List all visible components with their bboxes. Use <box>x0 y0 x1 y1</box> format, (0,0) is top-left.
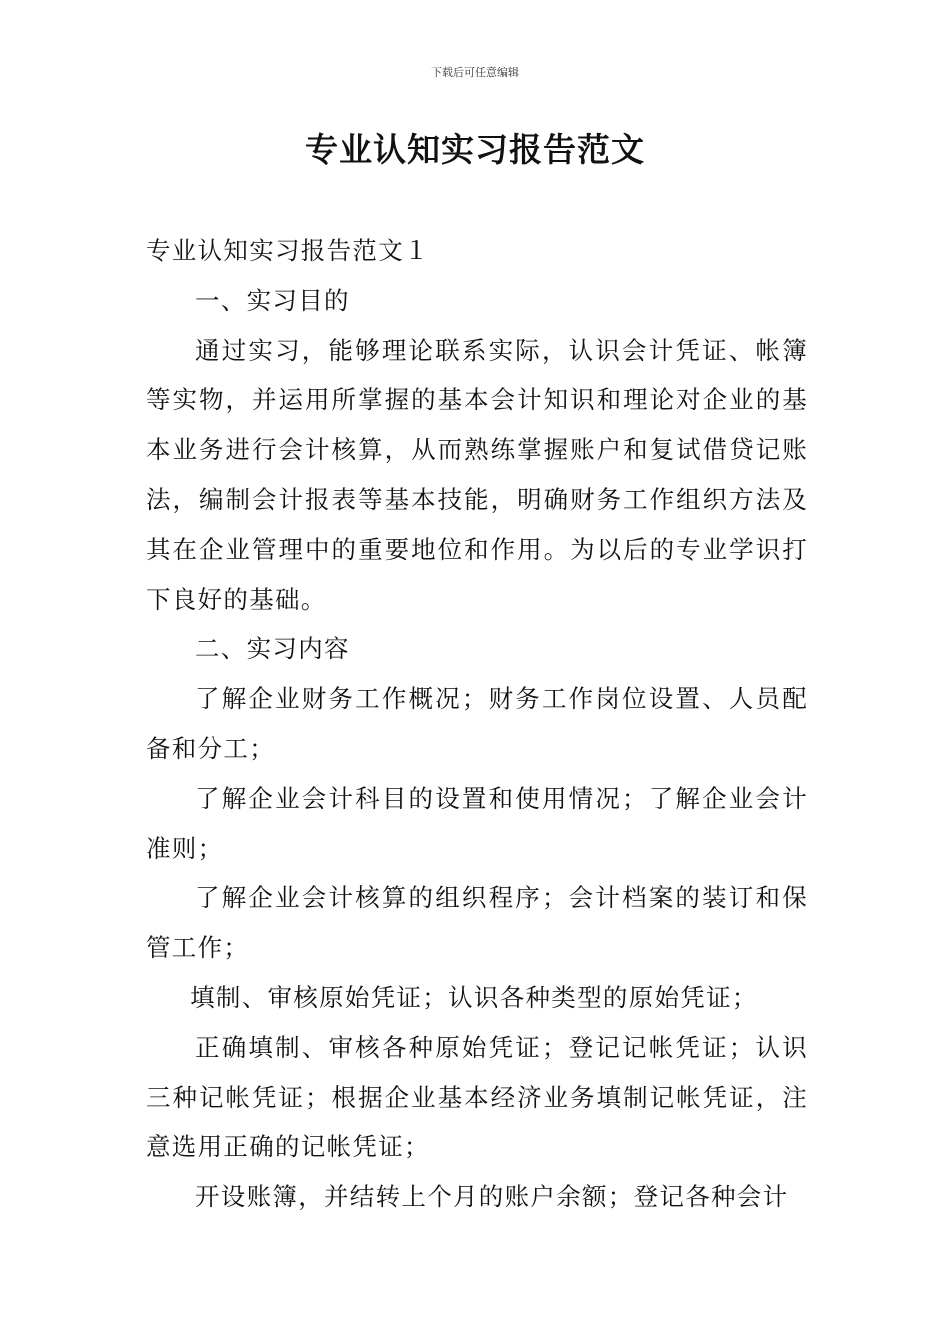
page-header-note: 下载后可任意编辑 <box>431 66 519 79</box>
paragraph-content-item: 了解企业财务工作概况；财务工作岗位设置、人员配备和分工； <box>146 684 808 763</box>
section-heading-report-1: 专业认知实习报告范文１ <box>146 236 430 265</box>
paragraph-content-item: 了解企业会计核算的组织程序；会计档案的装订和保管工作； <box>146 883 808 963</box>
document-title: 专业认知实习报告范文 <box>305 130 645 169</box>
document-body <box>146 226 808 1222</box>
paragraph-content-item: 开设账簿，并结转上个月的账户余额；登记各种会计 <box>195 1182 789 1212</box>
paragraph-purpose: 通过实习，能够理论联系实际，认识会计凭证、帐簿等实物，并运用所掌握的基本会计知识和理论对企业的基本业务进行会计核算，从而熟练掌握账户和复试借贷记账法，编制会计报表等基本技能，明确财务工作组织方法及其在企业管理中的重要地位和作用。为以后的专业学识打下良好的基础。 <box>146 335 808 614</box>
section-heading-content: 二、实习内容 <box>195 634 350 664</box>
paragraph-content-item: 填制、审核原始凭证；认识各种类型的原始凭证； <box>190 982 758 1012</box>
paragraph-content-item: 了解企业会计科目的设置和使用情况；了解企业会计准则； <box>146 783 808 863</box>
section-heading-purpose: 一、实习目的 <box>195 285 350 315</box>
paragraph-content-item: 正确填制、审核各种原始凭证；登记记帐凭证；认识三种记帐凭证；根据企业基本经济业务填制记帐凭证，注意选用正确的记帐凭证； <box>146 1032 808 1162</box>
